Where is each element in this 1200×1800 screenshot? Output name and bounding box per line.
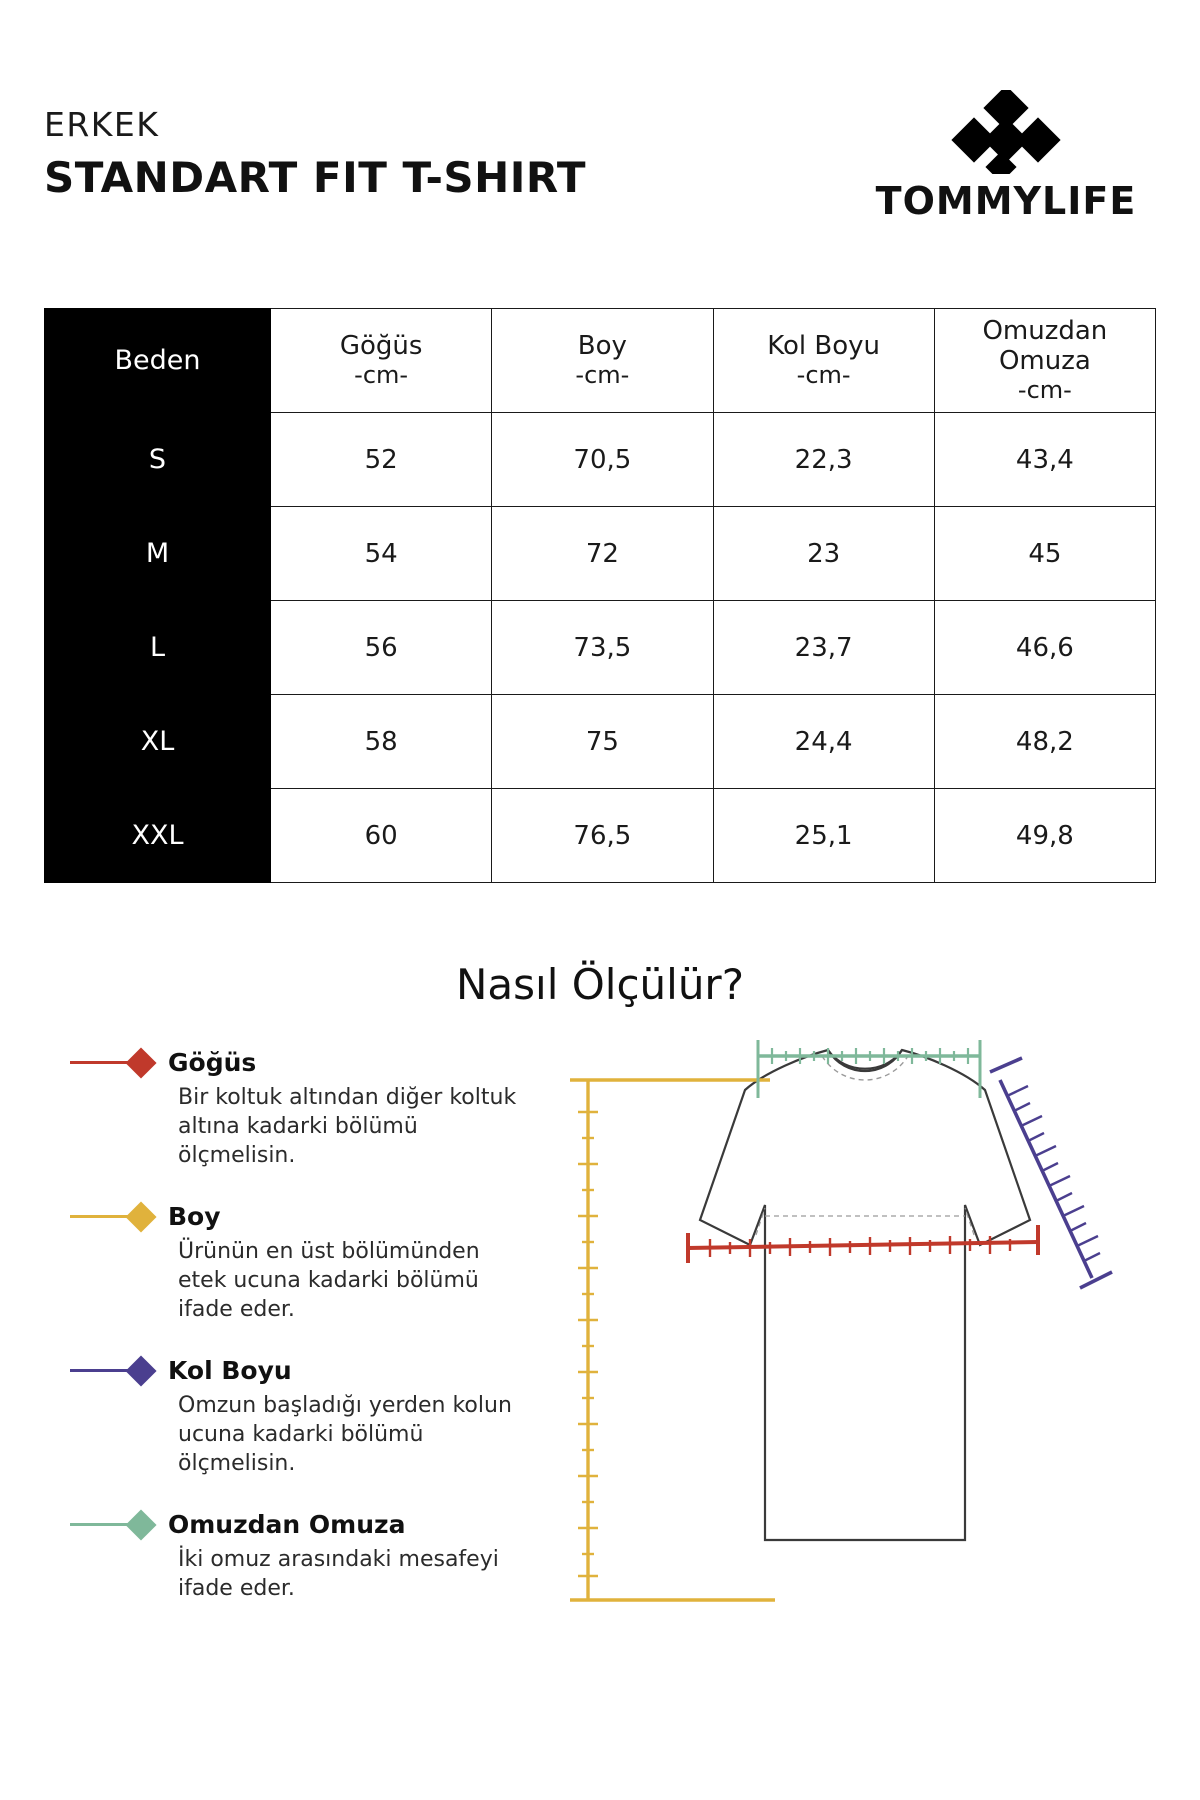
omuzdan-omuza-line-icon xyxy=(70,1523,132,1526)
boy-diamond-icon xyxy=(125,1201,156,1232)
cell-kol: 23 xyxy=(713,507,934,601)
cell-size: XL xyxy=(45,695,271,789)
kol-boyu-diamond-icon xyxy=(125,1355,156,1386)
cell-boy: 70,5 xyxy=(492,413,713,507)
legend-item-boy xyxy=(70,1202,540,1324)
cell-kol: 25,1 xyxy=(713,789,934,883)
cell-omuz: 49,8 xyxy=(934,789,1155,883)
column-header-gogus: Göğüs -cm- xyxy=(271,309,492,413)
cell-omuz: 46,6 xyxy=(934,601,1155,695)
measurement-legend xyxy=(70,1048,540,1635)
gogus-line-icon xyxy=(70,1061,132,1064)
legend-label: Kol Boyu xyxy=(168,1356,292,1386)
legend-description: Omzun başladığı yerden kolun ucuna kadarki bölümü ölçmelisin. xyxy=(178,1393,512,1477)
cell-kol: 24,4 xyxy=(713,695,934,789)
cell-size: L xyxy=(45,601,271,695)
cell-gogus: 52 xyxy=(271,413,492,507)
legend-label: Göğüs xyxy=(168,1048,257,1077)
omuzdan-omuza-diamond-icon xyxy=(125,1509,156,1540)
cell-boy: 75 xyxy=(492,695,713,789)
table-row xyxy=(45,413,1156,507)
legend-label: Boy xyxy=(168,1202,221,1232)
cell-boy: 76,5 xyxy=(492,789,713,883)
legend-description: Bir koltuk altından diğer koltuk altına kadarki bölümü ölçmelisin. xyxy=(178,1085,517,1169)
cell-gogus: 58 xyxy=(271,695,492,789)
brand-block xyxy=(856,90,1156,223)
column-header-beden: Beden xyxy=(45,309,271,413)
how-to-measure-title: Nasıl Ölçülür? xyxy=(455,960,744,1009)
table-row xyxy=(45,789,1156,883)
cell-boy: 72 xyxy=(492,507,713,601)
cell-gogus: 56 xyxy=(271,601,492,695)
cell-kol: 22,3 xyxy=(713,413,934,507)
category-kicker: ERKEK xyxy=(44,105,160,144)
cell-boy: 73,5 xyxy=(492,601,713,695)
cell-omuz: 43,4 xyxy=(934,413,1155,507)
cell-kol: 23,7 xyxy=(713,601,934,695)
legend-label: Omuzdan Omuza xyxy=(168,1510,406,1540)
cell-omuz: 45 xyxy=(934,507,1155,601)
table-row xyxy=(45,601,1156,695)
kol-boyu-line-icon xyxy=(70,1369,132,1372)
column-header-boy: Boy -cm- xyxy=(492,309,713,413)
cell-gogus: 60 xyxy=(271,789,492,883)
boy-line-icon xyxy=(70,1215,132,1218)
legend-description: Ürünün en üst bölümünden etek ucuna kadarki bölümü ifade eder. xyxy=(178,1239,480,1323)
cell-size: M xyxy=(45,507,271,601)
tshirt-measurement-diagram xyxy=(560,1020,1160,1720)
cell-gogus: 54 xyxy=(271,507,492,601)
legend-item-kol-boyu xyxy=(70,1356,540,1478)
legend-description: İki omuz arasındaki mesafeyi ifade eder. xyxy=(178,1547,499,1602)
brand-name: TOMMYLIFE xyxy=(875,179,1137,223)
tshirt-outline xyxy=(700,1050,1030,1540)
cell-size: S xyxy=(45,413,271,507)
cell-omuz: 48,2 xyxy=(934,695,1155,789)
table-header-row xyxy=(45,309,1156,413)
size-table xyxy=(44,308,1156,883)
diamond-cluster-logo-icon xyxy=(936,90,1076,174)
cell-size: XXL xyxy=(45,789,271,883)
table-row xyxy=(45,695,1156,789)
column-header-kol-boyu: Kol Boyu -cm- xyxy=(713,309,934,413)
table-row xyxy=(45,507,1156,601)
column-header-omuzdan-omuza: Omuzdan Omuza -cm- xyxy=(934,309,1155,413)
legend-item-omuzdan-omuza xyxy=(70,1510,540,1603)
page-title: STANDART FIT T-SHIRT xyxy=(44,153,587,202)
size-table-wrap xyxy=(44,308,1156,883)
gogus-diamond-icon xyxy=(125,1047,156,1078)
legend-item-gogus xyxy=(70,1048,540,1170)
